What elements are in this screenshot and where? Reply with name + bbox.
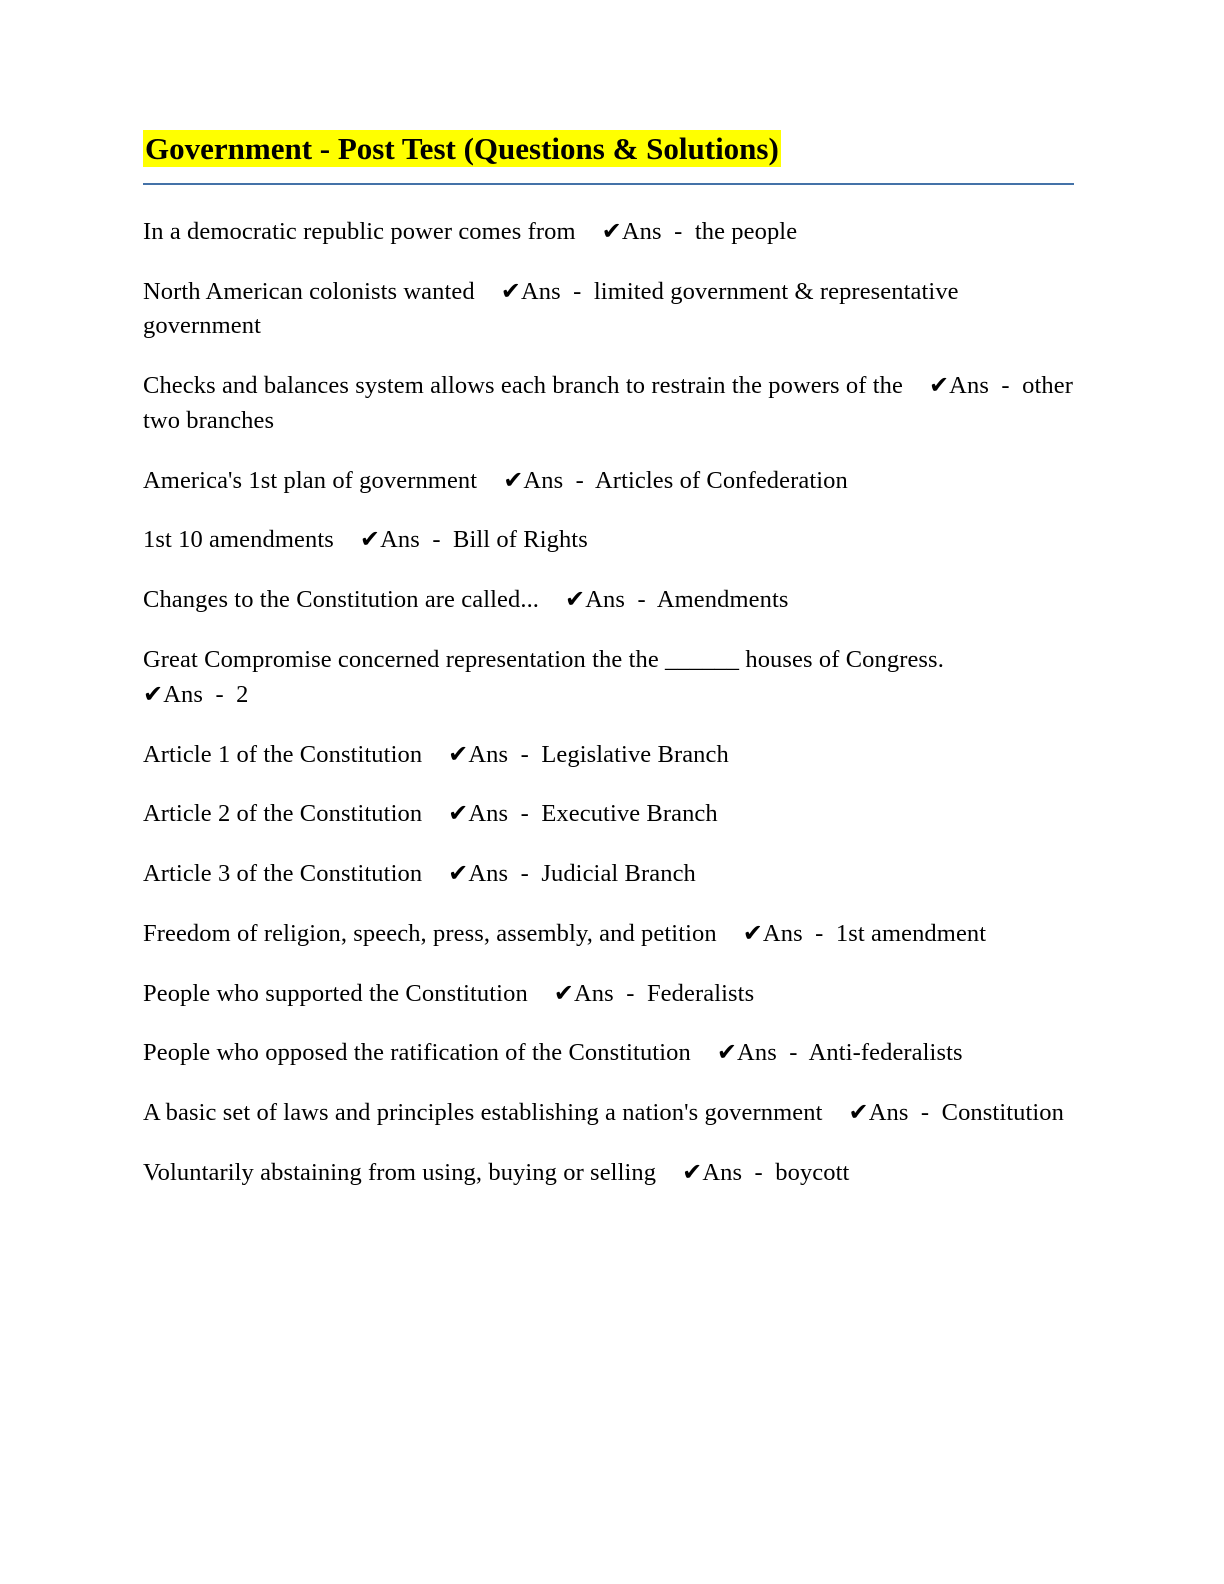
qa-item bbox=[143, 275, 1074, 345]
question-text: People who supported the Constitution bbox=[143, 979, 528, 1007]
qa-item bbox=[143, 738, 1074, 773]
answer-label: Ans - bbox=[468, 800, 542, 828]
page-title: Government - Post Test (Questions & Solutions) bbox=[145, 131, 779, 166]
check-icon: ✔ bbox=[500, 276, 521, 305]
answer-text: other two branches bbox=[143, 372, 1080, 434]
answer-text: 2 bbox=[236, 680, 249, 708]
qa-item bbox=[143, 464, 1074, 499]
check-icon: ✔ bbox=[601, 216, 622, 245]
answer-label: Ans - bbox=[523, 466, 596, 494]
answer-label: Ans - bbox=[737, 1039, 809, 1067]
check-icon: ✔ bbox=[503, 465, 524, 494]
question-text: Freedom of religion, speech, press, assembly, and petition bbox=[143, 919, 717, 947]
answer-label: Ans - bbox=[468, 740, 542, 768]
question-text: Great Compromise concerned representation the the ______ houses of Congress. bbox=[143, 646, 944, 673]
answer-label: Ans - bbox=[868, 1099, 942, 1127]
answer-label: Ans - bbox=[621, 217, 695, 245]
answer-label: Ans - bbox=[574, 979, 647, 1007]
qa-item bbox=[143, 1156, 1074, 1191]
answer-label: Ans - bbox=[163, 680, 237, 708]
qa-item bbox=[143, 1036, 1074, 1071]
question-answer-list bbox=[143, 215, 1080, 1191]
question-text: Checks and balances system allows each branch to restrain the powers of the bbox=[143, 372, 903, 400]
question-text: America's 1st plan of government bbox=[143, 466, 478, 494]
question-text: 1st 10 amendments bbox=[143, 526, 334, 554]
qa-item bbox=[143, 583, 1074, 618]
check-icon: ✔ bbox=[553, 978, 575, 1007]
check-icon: ✔ bbox=[716, 1038, 738, 1067]
qa-item bbox=[143, 917, 1074, 952]
answer-text: Amendments bbox=[656, 586, 789, 614]
answer-text: Constitution bbox=[941, 1099, 1065, 1127]
qa-item bbox=[143, 857, 1074, 892]
question-text: Article 2 of the Constitution bbox=[143, 800, 423, 828]
answer-text: Legislative Branch bbox=[541, 740, 729, 768]
answer-text: Bill of Rights bbox=[453, 526, 588, 554]
answer-label: Ans - bbox=[702, 1159, 776, 1187]
answer-text: the people bbox=[694, 217, 798, 245]
check-icon: ✔ bbox=[565, 585, 586, 614]
qa-item bbox=[143, 215, 1074, 250]
qa-item bbox=[143, 797, 1074, 832]
check-icon: ✔ bbox=[143, 679, 164, 708]
question-text: People who opposed the ratification of the Constitution bbox=[143, 1039, 691, 1067]
check-icon: ✔ bbox=[448, 739, 469, 768]
answer-label: Ans - bbox=[520, 277, 594, 305]
question-text: Article 3 of the Constitution bbox=[143, 860, 423, 888]
qa-item bbox=[143, 643, 1074, 713]
answer-text: Judicial Branch bbox=[541, 860, 696, 888]
qa-item bbox=[143, 977, 1074, 1012]
qa-item bbox=[143, 369, 1080, 439]
check-icon: ✔ bbox=[848, 1098, 869, 1127]
answer-text: Federalists bbox=[646, 979, 755, 1007]
answer-text: Executive Branch bbox=[541, 800, 718, 828]
check-icon: ✔ bbox=[928, 371, 950, 400]
answer-text: boycott bbox=[775, 1159, 850, 1187]
question-text: Article 1 of the Constitution bbox=[143, 740, 423, 768]
qa-item bbox=[143, 1096, 1074, 1131]
question-text: Voluntarily abstaining from using, buying or selling bbox=[143, 1159, 657, 1187]
question-text: A basic set of laws and principles establishing a nation's government bbox=[143, 1099, 823, 1127]
qa-item bbox=[143, 523, 1074, 558]
answer-label: Ans - bbox=[380, 526, 454, 554]
answer-text: Articles of Confederation bbox=[595, 466, 848, 494]
question-text: In a democratic republic power comes from bbox=[143, 217, 576, 245]
check-icon: ✔ bbox=[682, 1158, 703, 1187]
check-icon: ✔ bbox=[742, 918, 763, 947]
answer-label: Ans - bbox=[762, 919, 836, 947]
answer-text: limited government & representative government bbox=[143, 277, 965, 340]
question-text: Changes to the Constitution are called... bbox=[143, 586, 540, 614]
answer-label: Ans - bbox=[949, 372, 1023, 400]
document-header bbox=[143, 130, 1074, 185]
check-icon: ✔ bbox=[448, 799, 469, 828]
answer-text: 1st amendment bbox=[835, 919, 987, 947]
answer-label: Ans - bbox=[585, 586, 657, 614]
answer-label: Ans - bbox=[468, 860, 542, 888]
check-icon: ✔ bbox=[359, 525, 381, 554]
question-text: North American colonists wanted bbox=[143, 277, 475, 305]
answer-text: Anti-federalists bbox=[808, 1039, 963, 1067]
check-icon: ✔ bbox=[448, 859, 469, 888]
